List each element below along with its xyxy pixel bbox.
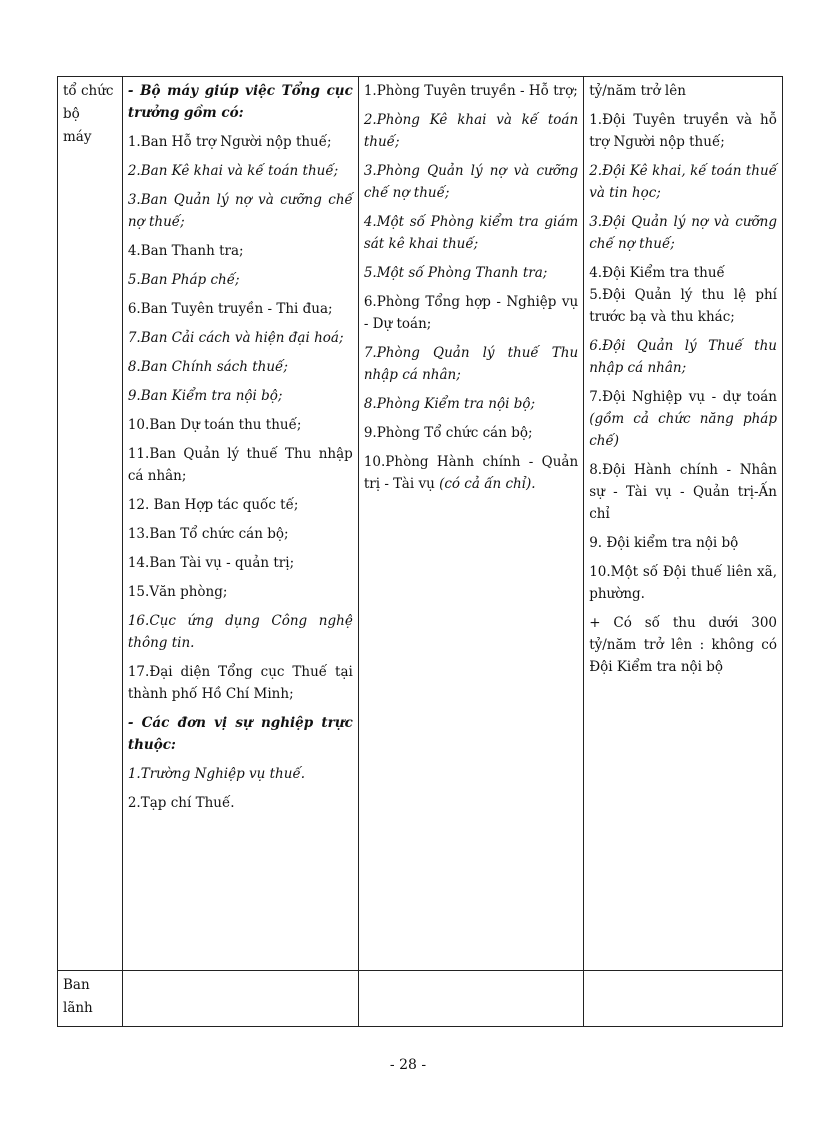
row-label-cell <box>58 77 123 971</box>
list-item: 8.Phòng Kiểm tra nội bộ; <box>363 396 536 412</box>
list-item: 1.Trường Nghiệp vụ thuế. <box>127 766 306 782</box>
row-label-line: bộ <box>63 106 80 122</box>
list-item <box>589 386 777 452</box>
list-item: 1.Đội Tuyên truyền và hỗ trợ Người nộp thuế; <box>589 112 777 150</box>
list-item: 3.Phòng Quản lý nợ và cưỡng chế nợ thuế; <box>363 163 579 201</box>
list-item-note: (gồm cả chức năng pháp chế) <box>589 411 777 449</box>
list-item: 6.Ban Tuyên truyền - Thi đua; <box>127 301 333 317</box>
table-row-organization <box>58 77 783 971</box>
list-item: 6.Đội Quản lý Thuế thu nhập cá nhân; <box>589 338 777 376</box>
list-item: 7.Ban Cải cách và hiện đại hoá; <box>127 330 344 346</box>
list-item: 11.Ban Quản lý thuế Thu nhập cá nhân; <box>127 446 353 484</box>
district-branch-cell <box>584 77 783 971</box>
empty-cell <box>122 971 358 1027</box>
list-item: 5.Ban Pháp chế; <box>127 272 240 288</box>
row-label-cell <box>58 971 123 1027</box>
list-item: 13.Ban Tổ chức cán bộ; <box>127 526 289 542</box>
list-item: 9.Phòng Tổ chức cán bộ; <box>363 425 533 441</box>
list-item: 3.Ban Quản lý nợ và cưỡng chế nợ thuế; <box>127 192 353 230</box>
document-table <box>57 76 783 1027</box>
list-item: 8.Đội Hành chính - Nhân sự - Tài vụ - Quản trị-Ấn chỉ <box>589 462 777 522</box>
list-item: 12. Ban Hợp tác quốc tế; <box>127 497 299 513</box>
list-item: 2.Đội Kê khai, kế toán thuế và tin học; <box>589 163 777 201</box>
list-item: 4.Ban Thanh tra; <box>127 243 244 259</box>
general-department-cell <box>122 77 358 971</box>
list-item: 16.Cục ứng dụng Công nghệ thông tin. <box>127 613 353 651</box>
list-item: 9. Đội kiểm tra nội bộ <box>589 535 739 551</box>
list-item: 10.Ban Dự toán thu thuế; <box>127 417 302 433</box>
list-item: 17.Đại diện Tổng cục Thuế tại thành phố Hồ Chí Minh; <box>127 664 353 702</box>
list-item: 14.Ban Tài vụ - quản trị; <box>127 555 295 571</box>
row-label-line: máy <box>63 129 92 145</box>
list-item: 2.Tạp chí Thuế. <box>127 795 235 811</box>
list-item <box>364 451 578 495</box>
empty-cell <box>358 971 583 1027</box>
list-item: 9.Ban Kiểm tra nội bộ; <box>127 388 283 404</box>
list-item: 8.Ban Chính sách thuế; <box>127 359 288 375</box>
row-label-line: Ban <box>63 977 90 993</box>
section-heading: - Các đơn vị sự nghiệp trực thuộc: <box>127 715 353 753</box>
table-row-leadership <box>58 971 783 1027</box>
empty-cell <box>584 971 783 1027</box>
row-label-line: lãnh <box>63 1000 93 1016</box>
list-item: 1.Phòng Tuyên truyền - Hỗ trợ; <box>363 83 578 99</box>
list-item: 15.Văn phòng; <box>127 584 228 600</box>
list-item: 2.Phòng Kê khai và kế toán thuế; <box>363 112 579 150</box>
intro-text: tỷ/năm trở lên <box>589 83 686 99</box>
list-item-text: 7.Đội Nghiệp vụ - dự toán <box>589 389 777 405</box>
list-item: 5.Đội Quản lý thu lệ phí trước bạ và thu khác; <box>589 287 777 325</box>
section-heading: - Bộ máy giúp việc Tổng cục trưởng gồm có: <box>127 83 353 121</box>
list-item: 2.Ban Kê khai và kế toán thuế; <box>127 163 339 179</box>
page-number: - 28 - <box>389 1057 427 1073</box>
list-item-text: 10.Phòng Hành chính - Quản trị - Tài vụ <box>363 454 579 492</box>
list-item: 6.Phòng Tổng hợp - Nghiệp vụ - Dự toán; <box>363 294 579 332</box>
list-item: 4.Đội Kiểm tra thuế <box>589 265 725 281</box>
list-item: 3.Đội Quản lý nợ và cưỡng chế nợ thuế; <box>589 214 777 252</box>
list-item: 1.Ban Hỗ trợ Người nộp thuế; <box>127 134 332 150</box>
list-item: + Có số thu dưới 300 tỷ/năm trở lên : không có Đội Kiểm tra nội bộ <box>589 615 777 675</box>
list-item: 5.Một số Phòng Thanh tra; <box>363 265 548 281</box>
row-label-line: tổ chức <box>63 83 114 99</box>
list-item: 10.Một số Đội thuế liên xã, phường. <box>589 564 777 602</box>
list-item: 7.Phòng Quản lý thuế Thu nhập cá nhân; <box>363 345 579 383</box>
list-item: 4.Một số Phòng kiểm tra giám sát kê khai thuế; <box>363 214 579 252</box>
list-item-note: (có cả ấn chỉ). <box>439 476 536 492</box>
provincial-department-cell <box>358 77 583 971</box>
